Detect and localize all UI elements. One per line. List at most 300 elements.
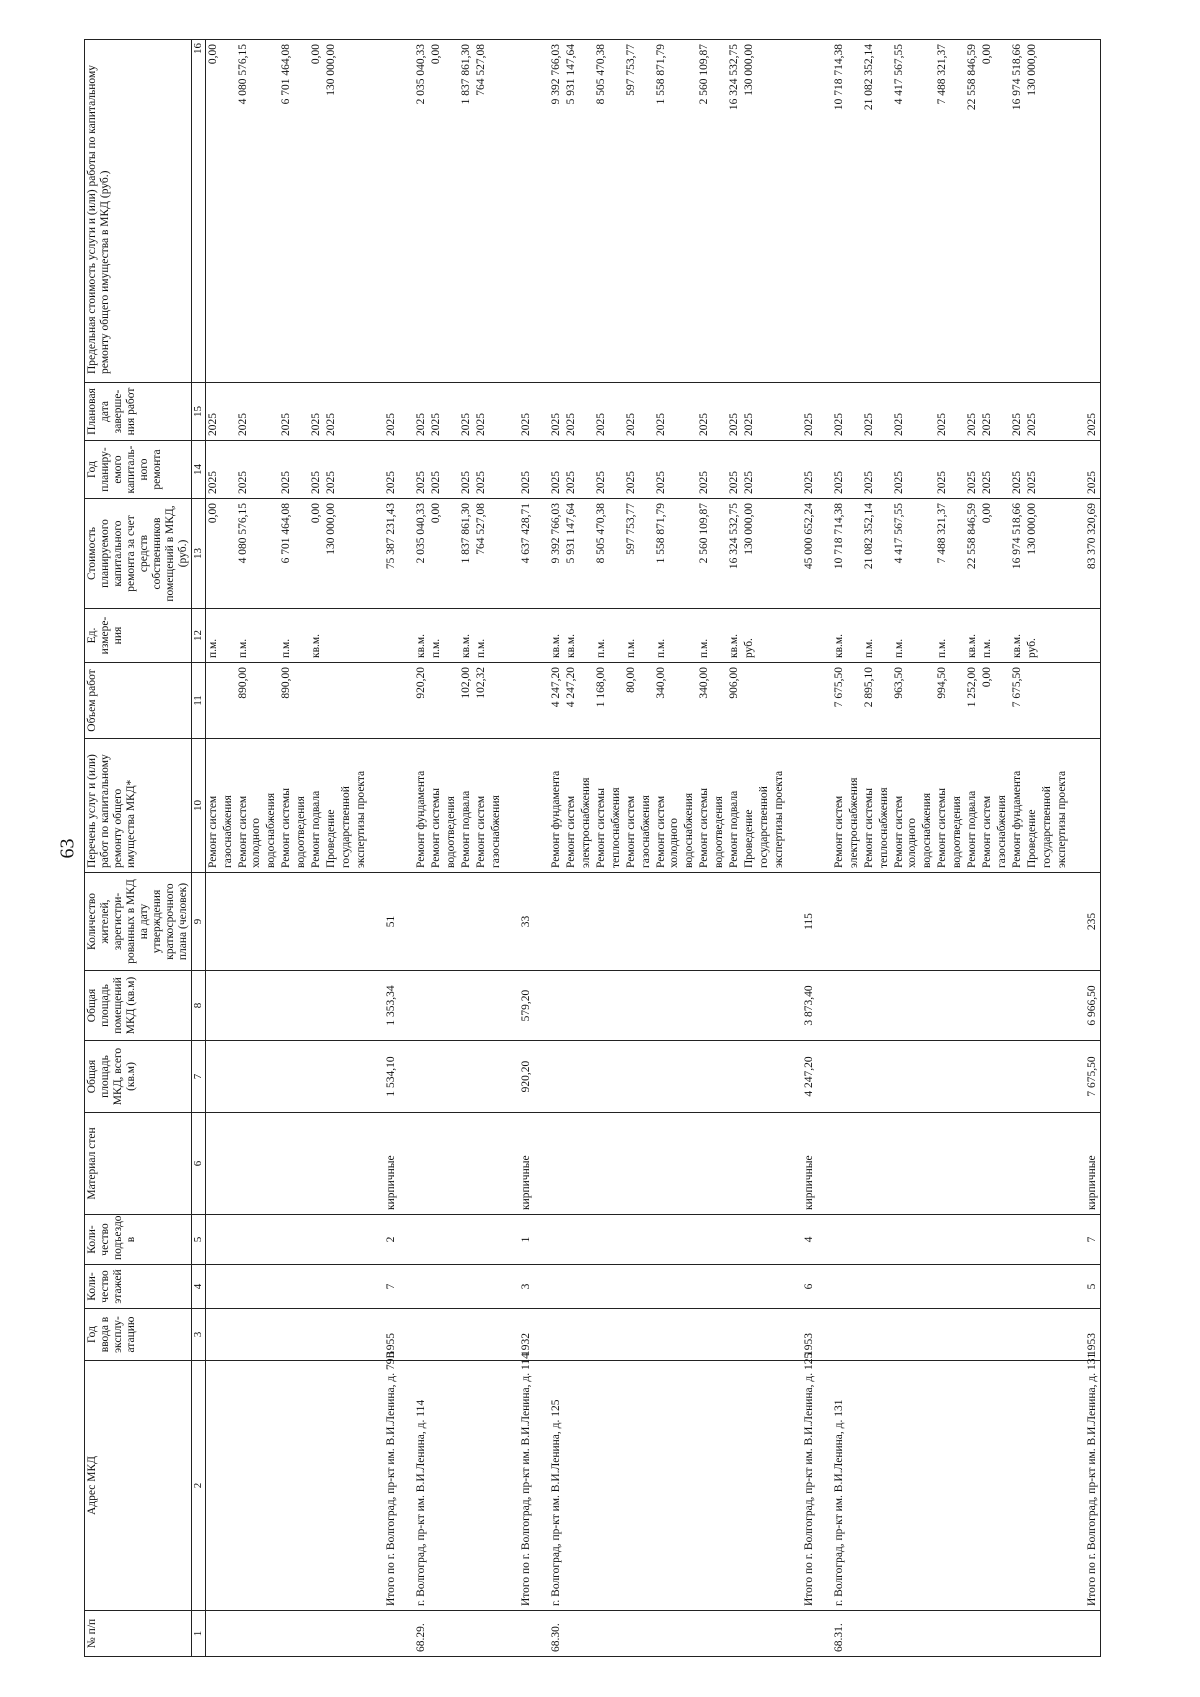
table-cell-col-11 bbox=[1025, 663, 1040, 739]
table-cell-col-15 bbox=[787, 383, 802, 441]
table-cell-col-6 bbox=[787, 1113, 802, 1215]
table-cell-col-7 bbox=[1010, 1041, 1025, 1113]
table-cell-col-11 bbox=[221, 663, 236, 739]
table-cell-col-9: 51 bbox=[384, 873, 399, 971]
table-cell-col-10: Ремонт подвала bbox=[459, 739, 474, 873]
table-cell-col-6 bbox=[1055, 1113, 1070, 1215]
table-cell-col-1 bbox=[1010, 1611, 1025, 1657]
table-cell-col-1 bbox=[369, 1611, 384, 1657]
table-cell-col-13: 10 718 714,38 bbox=[832, 499, 847, 609]
table-row bbox=[742, 40, 757, 1657]
table-row bbox=[594, 40, 609, 1657]
table-cell-col-1 bbox=[264, 1611, 279, 1657]
table-cell-col-12 bbox=[489, 609, 504, 663]
table-cell-col-16 bbox=[847, 40, 862, 383]
table-cell-col-7 bbox=[742, 1041, 757, 1113]
table-cell-col-12: кв.м. bbox=[309, 609, 324, 663]
table-cell-col-12 bbox=[399, 609, 414, 663]
table-cell-col-11: 890,00 bbox=[279, 663, 294, 739]
table-cell-col-2 bbox=[697, 1361, 712, 1611]
table-cell-col-13: 9 392 766,03 bbox=[549, 499, 564, 609]
table-cell-col-7 bbox=[279, 1041, 294, 1113]
table-cell-col-7 bbox=[579, 1041, 594, 1113]
table-cell-col-13 bbox=[339, 499, 354, 609]
table-cell-col-13 bbox=[995, 499, 1010, 609]
table-cell-col-4: 5 bbox=[1085, 1265, 1101, 1309]
table-row bbox=[1040, 40, 1055, 1657]
table-cell-col-9 bbox=[950, 873, 965, 971]
table-cell-col-14 bbox=[339, 441, 354, 499]
rotated-table-sheet bbox=[84, 40, 1124, 1657]
table-cell-col-3 bbox=[995, 1309, 1010, 1361]
table-cell-col-5: 4 bbox=[802, 1215, 817, 1265]
table-cell-col-12: п.м. bbox=[594, 609, 609, 663]
table-cell-col-5 bbox=[339, 1215, 354, 1265]
table-cell-col-13 bbox=[682, 499, 697, 609]
table-cell-col-15 bbox=[609, 383, 624, 441]
table-cell-col-8: 3 873,40 bbox=[802, 971, 817, 1041]
table-cell-col-7 bbox=[757, 1041, 772, 1113]
table-cell-col-12 bbox=[384, 609, 399, 663]
table-cell-col-15: 2025 bbox=[965, 383, 980, 441]
table-cell-col-9 bbox=[594, 873, 609, 971]
header-col-7: Общая площадь МКД, всего (кв.м) bbox=[85, 1041, 192, 1113]
table-cell-col-15 bbox=[877, 383, 892, 441]
table-cell-col-9 bbox=[920, 873, 935, 971]
table-cell-col-11 bbox=[369, 663, 384, 739]
table-cell-col-5 bbox=[757, 1215, 772, 1265]
table-cell-col-8 bbox=[429, 971, 444, 1041]
table-cell-col-6 bbox=[414, 1113, 429, 1215]
table-cell-col-10: Ремонт подвала bbox=[309, 739, 324, 873]
table-cell-col-1 bbox=[579, 1611, 594, 1657]
table-cell-col-4 bbox=[459, 1265, 474, 1309]
table-cell-col-11 bbox=[519, 663, 534, 739]
table-cell-col-8 bbox=[594, 971, 609, 1041]
table-cell-col-13: 1 558 871,79 bbox=[654, 499, 682, 609]
table-cell-col-11 bbox=[489, 663, 504, 739]
table-cell-col-10 bbox=[1085, 739, 1101, 873]
table-cell-col-14 bbox=[221, 441, 236, 499]
table-cell-col-16 bbox=[579, 40, 594, 383]
table-cell-col-5 bbox=[474, 1215, 489, 1265]
table-cell-col-1 bbox=[384, 1611, 399, 1657]
table-cell-col-12 bbox=[324, 609, 339, 663]
table-cell-col-2 bbox=[965, 1361, 980, 1611]
table-row bbox=[950, 40, 965, 1657]
table-cell-col-8 bbox=[772, 971, 787, 1041]
column-number: 5 bbox=[192, 1215, 206, 1265]
table-cell-col-4 bbox=[534, 1265, 549, 1309]
table-cell-col-9 bbox=[264, 873, 279, 971]
table-cell-col-16 bbox=[950, 40, 965, 383]
table-row bbox=[980, 40, 995, 1657]
table-cell-col-14 bbox=[757, 441, 772, 499]
table-cell-col-15: 2025 bbox=[384, 383, 399, 441]
table-cell-col-6 bbox=[1010, 1113, 1025, 1215]
table-cell-col-14 bbox=[399, 441, 414, 499]
table-cell-col-12 bbox=[579, 609, 594, 663]
table-cell-col-1 bbox=[534, 1611, 549, 1657]
table-cell-col-13 bbox=[787, 499, 802, 609]
table-cell-col-2 bbox=[279, 1361, 294, 1611]
table-cell-col-2 bbox=[1070, 1361, 1085, 1611]
table-cell-col-3 bbox=[324, 1309, 339, 1361]
table-cell-col-10: Ремонт систем bbox=[832, 739, 847, 873]
table-cell-col-16 bbox=[444, 40, 459, 383]
table-cell-col-6 bbox=[980, 1113, 995, 1215]
table-cell-col-2 bbox=[862, 1361, 877, 1611]
table-cell-col-3 bbox=[236, 1309, 264, 1361]
table-row bbox=[1055, 40, 1070, 1657]
table-cell-col-15: 2025 bbox=[742, 383, 757, 441]
table-cell-col-2 bbox=[609, 1361, 624, 1611]
table-cell-col-10: газоснабжения bbox=[995, 739, 1010, 873]
table-cell-col-11 bbox=[920, 663, 935, 739]
table-cell-col-3 bbox=[221, 1309, 236, 1361]
table-cell-col-15 bbox=[534, 383, 549, 441]
table-cell-col-14 bbox=[534, 441, 549, 499]
table-cell-col-6 bbox=[279, 1113, 294, 1215]
table-cell-col-2 bbox=[817, 1361, 832, 1611]
table-cell-col-1 bbox=[339, 1611, 354, 1657]
table-cell-col-16 bbox=[1055, 40, 1070, 383]
table-cell-col-8: 1 353,34 bbox=[384, 971, 399, 1041]
table-cell-col-5 bbox=[1055, 1215, 1070, 1265]
table-cell-col-1 bbox=[892, 1611, 920, 1657]
table-cell-col-5 bbox=[294, 1215, 309, 1265]
table-cell-col-4 bbox=[474, 1265, 489, 1309]
table-cell-col-3 bbox=[847, 1309, 862, 1361]
table-cell-col-6 bbox=[369, 1113, 384, 1215]
table-cell-col-2 bbox=[742, 1361, 757, 1611]
table-row bbox=[1070, 40, 1085, 1657]
table-cell-col-2 bbox=[354, 1361, 369, 1611]
table-row bbox=[712, 40, 727, 1657]
table-row bbox=[965, 40, 980, 1657]
table-cell-col-10: Проведение bbox=[1025, 739, 1040, 873]
table-cell-col-4 bbox=[639, 1265, 654, 1309]
table-cell-col-1 bbox=[817, 1611, 832, 1657]
table-cell-col-8: 6 966,50 bbox=[1085, 971, 1101, 1041]
table-cell-col-13: 0,00 bbox=[206, 499, 222, 609]
table-cell-col-15: 2025 bbox=[279, 383, 294, 441]
table-cell-col-9 bbox=[1055, 873, 1070, 971]
table-cell-col-3 bbox=[444, 1309, 459, 1361]
table-cell-col-16: 9 392 766,03 bbox=[549, 40, 564, 383]
table-cell-col-11 bbox=[206, 663, 222, 739]
table-cell-col-8 bbox=[294, 971, 309, 1041]
table-cell-col-4 bbox=[817, 1265, 832, 1309]
table-cell-col-3 bbox=[920, 1309, 935, 1361]
table-cell-col-5 bbox=[324, 1215, 339, 1265]
table-cell-col-7 bbox=[206, 1041, 222, 1113]
table-cell-col-14: 2025 bbox=[862, 441, 877, 499]
table-cell-col-14: 2025 bbox=[236, 441, 264, 499]
table-cell-col-1 bbox=[787, 1611, 802, 1657]
table-cell-col-9: 235 bbox=[1085, 873, 1101, 971]
table-cell-col-6 bbox=[742, 1113, 757, 1215]
table-cell-col-4 bbox=[354, 1265, 369, 1309]
table-cell-col-4 bbox=[609, 1265, 624, 1309]
table-cell-col-16: 0,00 bbox=[980, 40, 995, 383]
table-cell-col-9 bbox=[757, 873, 772, 971]
table-cell-col-12: кв.м. bbox=[727, 609, 742, 663]
table-cell-col-11: 1 252,00 bbox=[965, 663, 980, 739]
table-cell-col-14: 2025 bbox=[474, 441, 489, 499]
table-cell-col-8 bbox=[935, 971, 950, 1041]
table-cell-col-8 bbox=[920, 971, 935, 1041]
table-cell-col-9 bbox=[221, 873, 236, 971]
table-cell-col-6 bbox=[950, 1113, 965, 1215]
table-cell-col-3 bbox=[369, 1309, 384, 1361]
table-cell-col-10: водоснабжения bbox=[920, 739, 935, 873]
table-cell-col-5 bbox=[682, 1215, 697, 1265]
table-cell-col-11 bbox=[534, 663, 549, 739]
table-cell-col-16 bbox=[712, 40, 727, 383]
table-cell-col-4 bbox=[727, 1265, 742, 1309]
table-cell-col-10: электроснабжения bbox=[847, 739, 862, 873]
table-cell-col-14 bbox=[354, 441, 369, 499]
table-cell-col-16 bbox=[504, 40, 519, 383]
table-cell-col-10: Ремонт систем bbox=[206, 739, 222, 873]
table-cell-col-7 bbox=[399, 1041, 414, 1113]
table-cell-col-14: 2025 bbox=[206, 441, 222, 499]
table-cell-col-9 bbox=[534, 873, 549, 971]
table-cell-col-13: 130 000,00 bbox=[324, 499, 339, 609]
table-cell-col-7 bbox=[429, 1041, 444, 1113]
table-cell-col-11 bbox=[609, 663, 624, 739]
table-cell-col-13 bbox=[579, 499, 594, 609]
table-cell-col-10: Ремонт системы bbox=[862, 739, 877, 873]
table-cell-col-3 bbox=[549, 1309, 564, 1361]
table-cell-col-7 bbox=[995, 1041, 1010, 1113]
table-cell-col-3 bbox=[459, 1309, 474, 1361]
table-row bbox=[817, 40, 832, 1657]
table-cell-col-1 bbox=[847, 1611, 862, 1657]
table-cell-col-8 bbox=[206, 971, 222, 1041]
table-cell-col-11 bbox=[339, 663, 354, 739]
table-cell-col-2 bbox=[847, 1361, 862, 1611]
header-col-15: Плановая дата заверше- ния работ bbox=[85, 383, 192, 441]
table-cell-col-5 bbox=[1025, 1215, 1040, 1265]
table-cell-col-14: 2025 bbox=[965, 441, 980, 499]
table-cell-col-7 bbox=[324, 1041, 339, 1113]
table-cell-col-10: электроснабжения bbox=[579, 739, 594, 873]
table-cell-col-9 bbox=[324, 873, 339, 971]
table-cell-col-14 bbox=[639, 441, 654, 499]
table-cell-col-15 bbox=[489, 383, 504, 441]
table-cell-col-7 bbox=[817, 1041, 832, 1113]
table-cell-col-2 bbox=[1025, 1361, 1040, 1611]
table-cell-col-2 bbox=[950, 1361, 965, 1611]
table-cell-col-15: 2025 bbox=[206, 383, 222, 441]
table-cell-col-11 bbox=[324, 663, 339, 739]
table-cell-col-10: водоснабжения bbox=[264, 739, 279, 873]
table-cell-col-1 bbox=[459, 1611, 474, 1657]
table-cell-col-11 bbox=[742, 663, 757, 739]
table-cell-col-7 bbox=[832, 1041, 847, 1113]
table-cell-col-6 bbox=[935, 1113, 950, 1215]
table-cell-col-3 bbox=[609, 1309, 624, 1361]
table-cell-col-10: государственной bbox=[757, 739, 772, 873]
table-cell-col-11 bbox=[787, 663, 802, 739]
table-cell-col-11: 102,32 bbox=[474, 663, 489, 739]
table-cell-col-3 bbox=[414, 1309, 429, 1361]
table-cell-col-16: 1 837 861,30 bbox=[459, 40, 474, 383]
table-cell-col-14: 2025 bbox=[935, 441, 950, 499]
table-cell-col-2 bbox=[534, 1361, 549, 1611]
table-cell-col-4 bbox=[920, 1265, 935, 1309]
table-cell-col-5 bbox=[609, 1215, 624, 1265]
header-col-13: Стоимость планируемого капитального ремонта за счет средств собственников помещений в МКД, (руб.) bbox=[85, 499, 192, 609]
table-cell-col-10: Проведение bbox=[742, 739, 757, 873]
table-cell-col-8 bbox=[742, 971, 757, 1041]
table-cell-col-14 bbox=[995, 441, 1010, 499]
table-cell-col-13 bbox=[847, 499, 862, 609]
table-cell-col-2 bbox=[474, 1361, 489, 1611]
table-cell-col-14: 2025 bbox=[429, 441, 444, 499]
table-cell-col-14 bbox=[369, 441, 384, 499]
table-cell-col-2: г. Волгоград, пр-кт им. В.И.Ленина, д. 114 bbox=[414, 1361, 429, 1611]
table-row bbox=[609, 40, 624, 1657]
header-col-1: № п/п bbox=[85, 1611, 192, 1657]
table-cell-col-10 bbox=[787, 739, 802, 873]
table-cell-col-2 bbox=[712, 1361, 727, 1611]
table-cell-col-15 bbox=[757, 383, 772, 441]
table-cell-col-5: 7 bbox=[1085, 1215, 1101, 1265]
table-cell-col-10: Ремонт подвала bbox=[727, 739, 742, 873]
table-cell-col-9 bbox=[995, 873, 1010, 971]
table-cell-col-12: п.м. bbox=[429, 609, 444, 663]
table-cell-col-11: 906,00 bbox=[727, 663, 742, 739]
table-cell-col-4 bbox=[309, 1265, 324, 1309]
table-cell-col-16: 22 558 846,59 bbox=[965, 40, 980, 383]
table-cell-col-16: 764 527,08 bbox=[474, 40, 489, 383]
table-cell-col-12: руб. bbox=[1025, 609, 1040, 663]
table-cell-col-3 bbox=[1070, 1309, 1085, 1361]
table-cell-col-16 bbox=[639, 40, 654, 383]
table-cell-col-2 bbox=[772, 1361, 787, 1611]
table-cell-col-4 bbox=[414, 1265, 429, 1309]
table-cell-col-14: 2025 bbox=[802, 441, 817, 499]
table-cell-col-14 bbox=[264, 441, 279, 499]
table-cell-col-11: 920,20 bbox=[414, 663, 429, 739]
table-cell-col-11: 102,00 bbox=[459, 663, 474, 739]
table-cell-col-2 bbox=[920, 1361, 935, 1611]
table-cell-col-3 bbox=[429, 1309, 444, 1361]
table-cell-col-13 bbox=[489, 499, 504, 609]
table-row bbox=[1085, 40, 1101, 1657]
table-cell-col-11 bbox=[429, 663, 444, 739]
table-cell-col-2 bbox=[995, 1361, 1010, 1611]
table-cell-col-10: газоснабжения bbox=[639, 739, 654, 873]
table-cell-col-15 bbox=[444, 383, 459, 441]
table-cell-col-13 bbox=[444, 499, 459, 609]
table-cell-col-15: 2025 bbox=[832, 383, 847, 441]
table-cell-col-13 bbox=[369, 499, 384, 609]
table-cell-col-3 bbox=[489, 1309, 504, 1361]
table-cell-col-16 bbox=[519, 40, 534, 383]
table-cell-col-6 bbox=[877, 1113, 892, 1215]
table-cell-col-3 bbox=[682, 1309, 697, 1361]
table-cell-col-16: 0,00 bbox=[429, 40, 444, 383]
table-cell-col-3 bbox=[264, 1309, 279, 1361]
table-cell-col-1 bbox=[1055, 1611, 1070, 1657]
table-cell-col-2 bbox=[459, 1361, 474, 1611]
table-cell-col-15: 2025 bbox=[1010, 383, 1025, 441]
table-cell-col-3 bbox=[294, 1309, 309, 1361]
table-cell-col-15: 2025 bbox=[1025, 383, 1040, 441]
table-cell-col-4 bbox=[444, 1265, 459, 1309]
table-cell-col-13 bbox=[639, 499, 654, 609]
table-cell-col-12 bbox=[950, 609, 965, 663]
table-cell-col-4 bbox=[712, 1265, 727, 1309]
table-cell-col-3 bbox=[965, 1309, 980, 1361]
table-cell-col-7 bbox=[339, 1041, 354, 1113]
table-cell-col-6 bbox=[1070, 1113, 1085, 1215]
table-cell-col-10: Ремонт системы bbox=[697, 739, 712, 873]
table-cell-col-4 bbox=[654, 1265, 682, 1309]
column-number: 7 bbox=[192, 1041, 206, 1113]
table-cell-col-1 bbox=[294, 1611, 309, 1657]
table-cell-col-9 bbox=[935, 873, 950, 971]
table-cell-col-5 bbox=[712, 1215, 727, 1265]
table-row bbox=[236, 40, 264, 1657]
table-cell-col-13 bbox=[757, 499, 772, 609]
table-cell-col-13: 22 558 846,59 bbox=[965, 499, 980, 609]
table-cell-col-1 bbox=[399, 1611, 414, 1657]
table-cell-col-16: 130 000,00 bbox=[742, 40, 757, 383]
table-cell-col-13: 16 974 518,66 bbox=[1010, 499, 1025, 609]
table-cell-col-1 bbox=[712, 1611, 727, 1657]
table-cell-col-5 bbox=[817, 1215, 832, 1265]
table-cell-col-14 bbox=[920, 441, 935, 499]
table-cell-col-9 bbox=[772, 873, 787, 971]
table-cell-col-8: 579,20 bbox=[519, 971, 534, 1041]
table-cell-col-7 bbox=[877, 1041, 892, 1113]
table-cell-col-15 bbox=[504, 383, 519, 441]
table-cell-col-6 bbox=[1040, 1113, 1055, 1215]
table-cell-col-8 bbox=[339, 971, 354, 1041]
table-row bbox=[639, 40, 654, 1657]
table-cell-col-13: 1 837 861,30 bbox=[459, 499, 474, 609]
table-cell-col-8 bbox=[324, 971, 339, 1041]
table-cell-col-10: водоотведения bbox=[444, 739, 459, 873]
table-row bbox=[564, 40, 579, 1657]
table-cell-col-1 bbox=[639, 1611, 654, 1657]
table-cell-col-9 bbox=[339, 873, 354, 971]
table-cell-col-6 bbox=[534, 1113, 549, 1215]
table-cell-col-15: 2025 bbox=[564, 383, 579, 441]
table-cell-col-15 bbox=[399, 383, 414, 441]
table-cell-col-7 bbox=[847, 1041, 862, 1113]
table-cell-col-1 bbox=[1085, 1611, 1101, 1657]
table-cell-col-2: Итого по г. Волгоград, пр-кт им. В.И.Ленина, д. 114 bbox=[519, 1361, 534, 1611]
table-row bbox=[877, 40, 892, 1657]
table-cell-col-13: 6 701 464,08 bbox=[279, 499, 294, 609]
table-cell-col-1: 68.31. bbox=[832, 1611, 847, 1657]
table-cell-col-2 bbox=[504, 1361, 519, 1611]
table-cell-col-3 bbox=[564, 1309, 579, 1361]
table-cell-col-3 bbox=[206, 1309, 222, 1361]
table-cell-col-5 bbox=[579, 1215, 594, 1265]
table-cell-col-15: 2025 bbox=[594, 383, 609, 441]
table-cell-col-13: 130 000,00 bbox=[742, 499, 757, 609]
table-cell-col-7 bbox=[504, 1041, 519, 1113]
table-cell-col-14: 2025 bbox=[832, 441, 847, 499]
table-cell-col-4 bbox=[995, 1265, 1010, 1309]
